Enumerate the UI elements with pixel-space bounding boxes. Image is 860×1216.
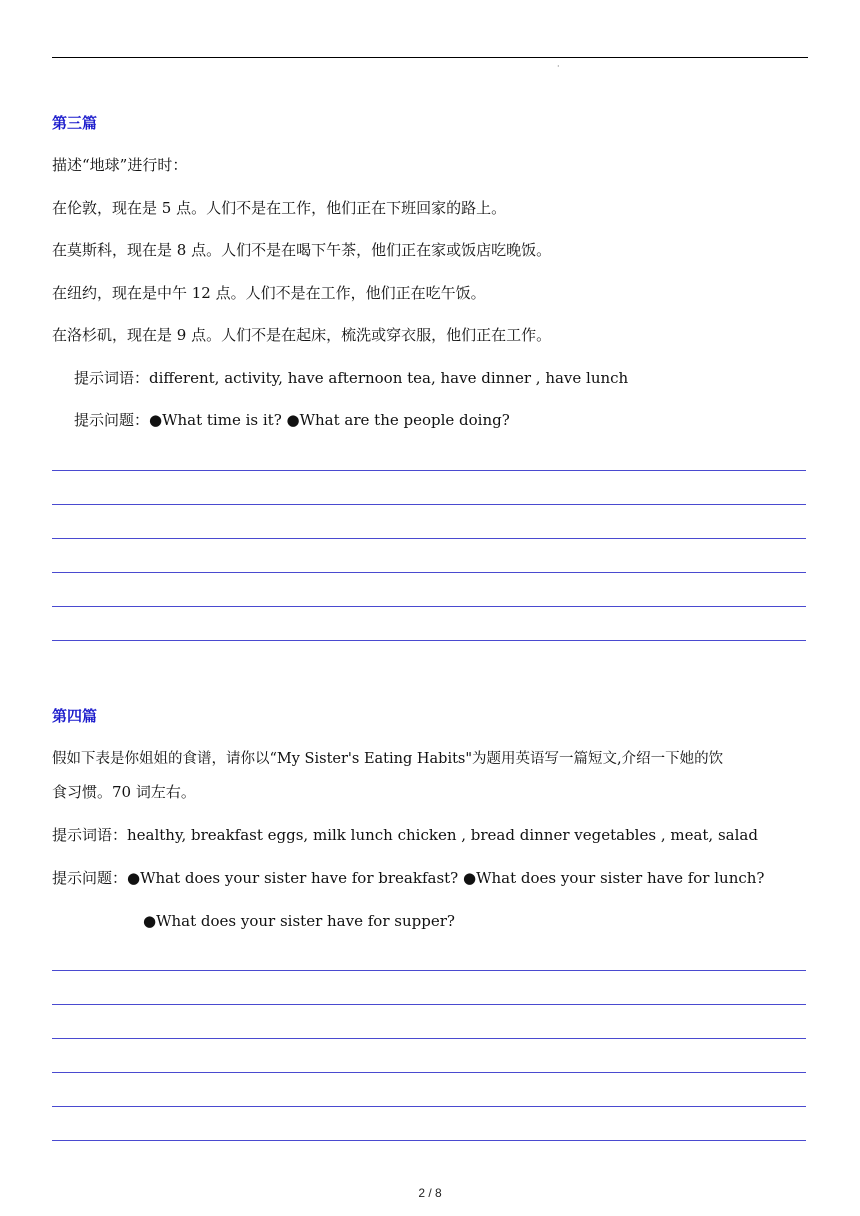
answer-line[interactable]: [52, 504, 806, 505]
section4-hint-questions: 提示问题：●What does your sister have for breakfast? ●What does your sister have for lunch?: [52, 869, 765, 887]
page-number: 2 / 8: [418, 1186, 442, 1200]
section3-line-2: 在伦敦，现在是 5 点。人们不是在工作，他们正在下班回家的路上。: [52, 199, 507, 217]
section3-line-3: 在莫斯科，现在是 8 点。人们不是在喝下午茶，他们正在家或饭店吃晚饭。: [52, 241, 552, 259]
answer-line[interactable]: [52, 1106, 806, 1107]
section4-prompt-line-1: 假如下表是你姐姐的食谱，请你以“My Sister's Eating Habits"为题用英语写一篇短文,介绍一下她的饮: [52, 751, 724, 767]
answer-line[interactable]: [52, 606, 806, 607]
answer-line[interactable]: [52, 470, 806, 471]
section3-line-1: 描述“地球”进行时：: [52, 156, 188, 174]
section4-prompt-line-2: 食习惯。70 词左右。: [52, 783, 196, 801]
section4-hint-words: 提示词语：healthy, breakfast eggs, milk lunch chicken , bread dinner vegetables , meat, salad: [52, 826, 758, 844]
section-title-3: 第三篇: [52, 114, 98, 132]
section4-hint-questions-cont: ●What does your sister have for supper?: [143, 912, 455, 930]
answer-line[interactable]: [52, 1140, 806, 1141]
header-mark: ·: [557, 62, 560, 71]
answer-line[interactable]: [52, 572, 806, 573]
section3-line-4: 在纽约，现在是中午 12 点。人们不是在工作，他们正在吃午饭。: [52, 284, 486, 302]
answer-line[interactable]: [52, 640, 806, 641]
section3-hint-questions: 提示问题：●What time is it? ●What are the people doing?: [74, 411, 510, 429]
section-title-4: 第四篇: [52, 707, 98, 725]
answer-line[interactable]: [52, 1072, 806, 1073]
answer-line[interactable]: [52, 1004, 806, 1005]
section3-line-5: 在洛杉矶，现在是 9 点。人们不是在起床，梳洗或穿衣服，他们正在工作。: [52, 326, 552, 344]
section3-hint-words: 提示词语：different, activity, have afternoon tea, have dinner , have lunch: [74, 369, 629, 387]
answer-line[interactable]: [52, 1038, 806, 1039]
header-rule: [52, 57, 808, 58]
answer-line[interactable]: [52, 538, 806, 539]
answer-line[interactable]: [52, 970, 806, 971]
